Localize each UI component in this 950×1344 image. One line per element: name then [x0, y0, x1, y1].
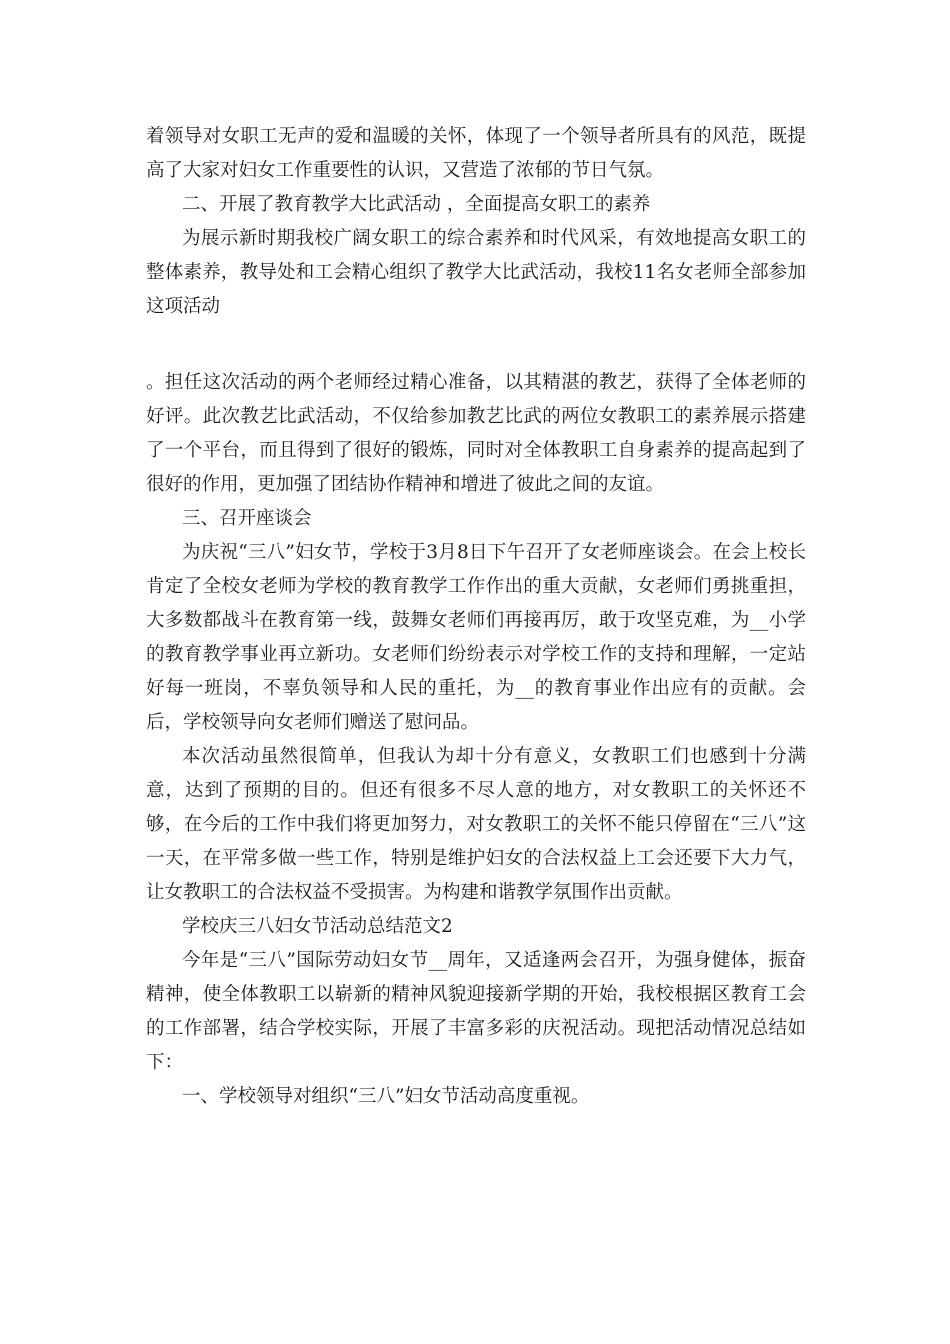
- paragraph: 今年是“三八”国际劳动妇女节__周年，又适逢两会召开，为强身健体，振奋精神，使全体教职工以崭新的精神风貌迎接新学期的开始，我校根据区教育工会的工作部署，结合学校实际，开展了丰富多彩的庆祝活动。现把活动情况总结如下：: [146, 950, 806, 1073]
- text-block-top: [146, 120, 806, 324]
- text-block-main: [146, 366, 806, 1114]
- paragraph: 为庆祝“三八”妇女节，学校于3月8日下午召开了女老师座谈会。在会上校长肯定了全校女老师为学校的教育教学工作作出的重大贡献，女老师们勇挑重担，大多数都战斗在教育第一线，鼓舞女老师们再接再厉，敢于攻坚克难，为__小学的教育教学事业再立新功。女老师们纷纷表示对学校工作的支持和理解，一定站好每一班岗，不辜负领导和人民的重托，为__的教育事业作出应有的贡献。会后，学校领导向女老师们赠送了慰问品。: [146, 542, 806, 733]
- paragraph: 为展示新时期我校广阔女职工的综合素养和时代风采，有效地提高女职工的整体素养，教导处和工会精心组织了教学大比武活动，我校11名女老师全部参加这项活动: [146, 228, 806, 317]
- paragraph: 着领导对女职工无声的爱和温暖的关怀，体现了一个领导者所具有的风范，既提高了大家对妇女工作重要性的认识，又营造了浓郁的节日气氛。: [146, 126, 806, 181]
- paragraph: 。担任这次活动的两个老师经过精心准备，以其精湛的教艺，获得了全体老师的好评。此次教艺比武活动，不仅给参加教艺比武的两位女教职工的素养展示搭建了一个平台，而且得到了很好的锻炼，同时对全体教职工自身素养的提高起到了很好的作用，更加强了团结协作精神和增进了彼此之间的友谊。: [146, 372, 806, 495]
- paragraph: 本次活动虽然很简单，但我认为却十分有意义，女教职工们也感到十分满意，达到了预期的目的。但还有很多不尽人意的地方，对女教职工的关怀还不够，在今后的工作中我们将更加努力，对女教职工的关怀不能只停留在“三八”这一天，在平常多做一些工作，特别是维护妇女的合法权益上工会还要下大力气，让女教职工的合法权益不受损害。为构建和谐教学氛围作出贡献。: [146, 746, 806, 903]
- paragraph: 学校庆三八妇女节活动总结范文2: [182, 916, 453, 937]
- paragraph: 一、学校领导对组织“三八”妇女节活动高度重视。: [182, 1086, 590, 1107]
- paragraph: 三、召开座谈会: [182, 508, 312, 529]
- paragraph: 二、开展了教育教学大比武活动 ，全面提高女职工的素养: [182, 194, 651, 215]
